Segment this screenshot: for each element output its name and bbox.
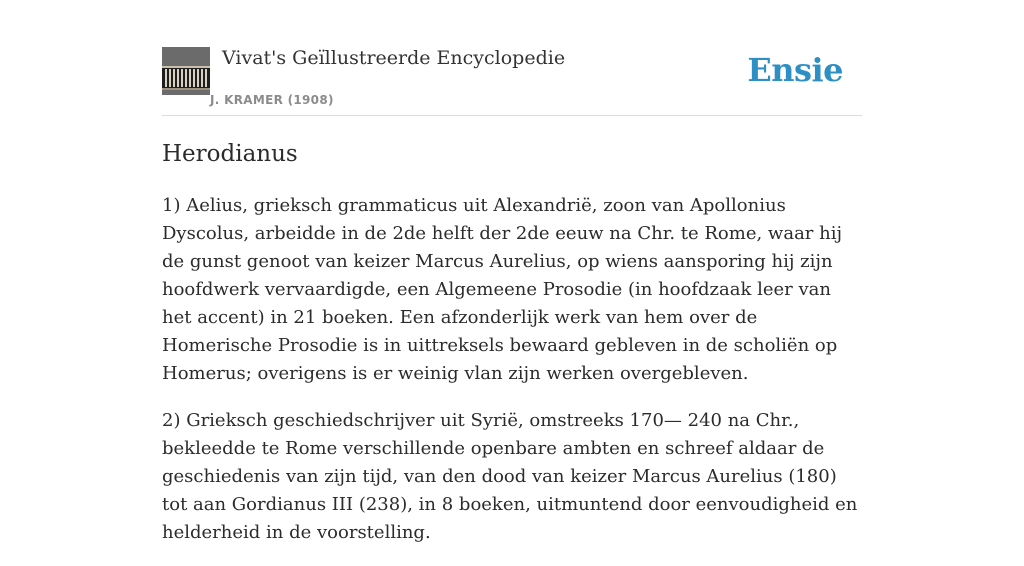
article-title: Herodianus: [162, 141, 298, 167]
book-spines-icon: [162, 47, 210, 95]
book-avatar[interactable]: [162, 47, 210, 95]
article-paragraph-2: 2) Grieksch geschiedschrijver uit Syrië, omstreeks 170— 240 na Chr., bekleedde te Rome verschillende openbare ambten en schreef aldaar de geschiedenis van zijn tijd, van den dood van keizer Marcus Aurelius (180) tot aan Gordianus III (238), in 8 boeken, uitmuntend door eenvoudigheid en helderheid in de voorstelling.: [162, 410, 858, 543]
book-author: J. KRAMER (1908): [210, 93, 334, 107]
book-title[interactable]: Vivat's Geïllustreerde Encyclopedie: [222, 47, 566, 69]
article-paragraph-1: 1) Aelius, grieksch grammaticus uit Alexandrië, zoon van Apollonius Dyscolus, arbeidde in de 2de helft der 2de eeuw na Chr. te Rome, waar hij de gunst genoot van keizer Marcus Aurelius, op wiens aansporing hij zijn hoofdwerk vervaardigde, een Algemeene Prosodie (in hoofdzaak leer van het accent) in 21 boeken. Een afzonderlijk werk van hem over de Homerische Prosodie is in uittreksels bewaard gebleven in de scholiën op Homerus; overigens is er weinig vlan zijn werken overgebleven.: [162, 195, 843, 384]
ensie-logo[interactable]: Ensie: [747, 51, 843, 89]
book-header: [162, 46, 862, 116]
article: [162, 138, 862, 566]
